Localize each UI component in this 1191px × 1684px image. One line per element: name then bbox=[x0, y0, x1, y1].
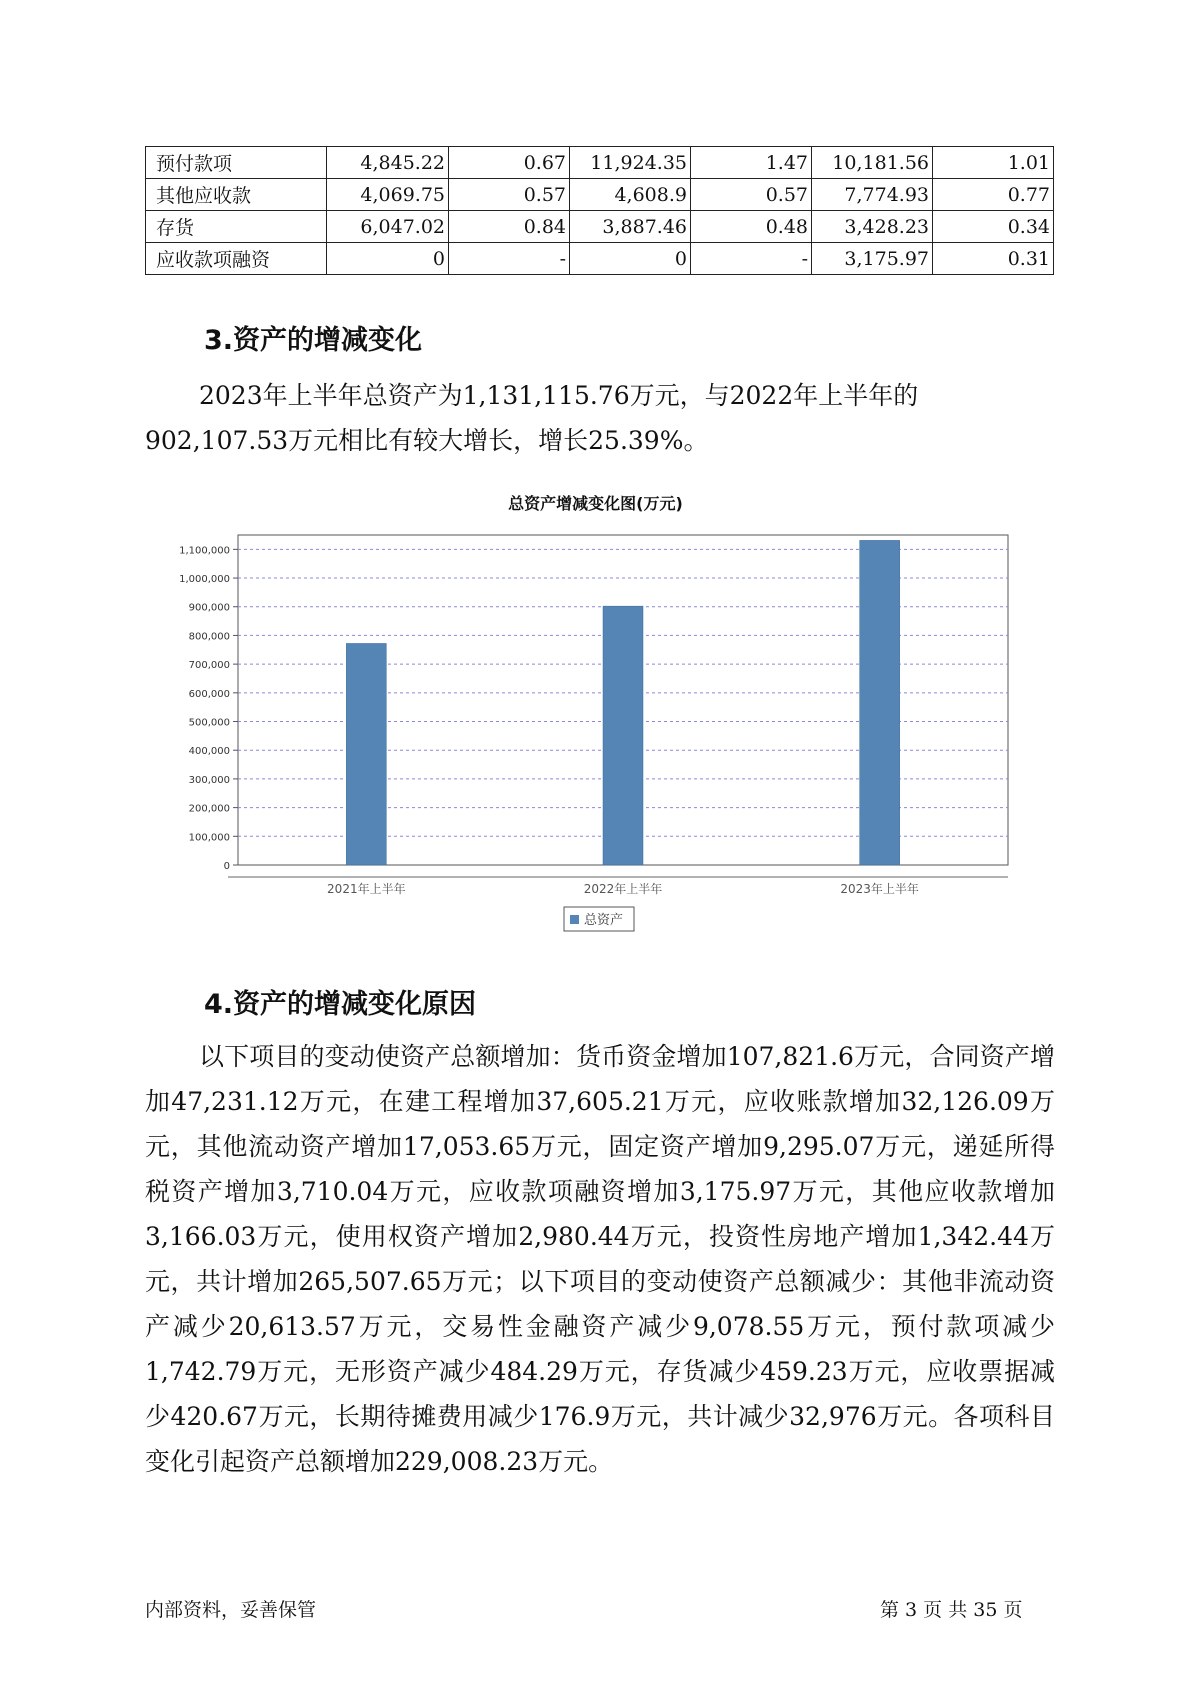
page-number: 第 3 页 共 35 页 bbox=[880, 1599, 1023, 1621]
y-tick-label: 0 bbox=[223, 861, 230, 872]
section-3-paragraph: 2023年上半年总资产为1,131,115.76万元，与2022年上半年的902,107.53万元相比有较大增长，增长25.39%。 bbox=[145, 381, 919, 455]
table-row bbox=[146, 243, 1054, 275]
table-cell: 0 bbox=[327, 243, 449, 275]
section-4-paragraph: 以下项目的变动使资产总额增加：货币资金增加107,821.6万元，合同资产增加47,231.12万元，在建工程增加37,605.21万元，应收账款增加32,126.09万元，其他流动资产增加17,053.65万元，固定资产增加9,295.07万元，递延所得税资产增加3,710.04万元，应收款项融资增加3,175.97万元，其他应收款增加3,166.03万元，使用权资产增加2,980.44万元，投资性房地产增加1,342.44万元，共计增加265,507.65万元；以下项目的变动使资产总额减少：其他非流动资产减少20,613.57万元，交易性金融资产减少9,078.55万元，预付款项减少1,742.79万元，无形资产减少484.29万元，存货减少459.23万元，应收票据减少420.67万元，长期待摊费用减少176.9万元，共计减少32,976万元。各项科目变化引起资产总额增加229,008.23万元。 bbox=[145, 1042, 1055, 1476]
y-tick-label: 600,000 bbox=[188, 688, 230, 700]
table-cell: 0.67 bbox=[449, 147, 570, 179]
table-cell: 4,845.22 bbox=[327, 147, 449, 179]
table-row bbox=[146, 179, 1054, 211]
table-cell: 7,774.93 bbox=[812, 179, 933, 211]
y-tick-label: 500,000 bbox=[188, 717, 230, 729]
bar bbox=[860, 540, 900, 865]
bar bbox=[603, 606, 643, 865]
table-cell: 0.48 bbox=[691, 211, 812, 243]
footer-note: 内部资料，妥善保管 bbox=[145, 1599, 317, 1621]
y-tick-label: 400,000 bbox=[188, 746, 230, 758]
y-tick-label: 1,100,000 bbox=[179, 545, 230, 557]
legend-label: 总资产 bbox=[584, 913, 624, 928]
table-cell: - bbox=[691, 243, 812, 275]
y-tick-label: 700,000 bbox=[188, 660, 230, 672]
table-cell: 0.34 bbox=[933, 211, 1054, 243]
y-tick-label: 100,000 bbox=[188, 832, 230, 844]
chart-title: 总资产增减变化图(万元) bbox=[508, 494, 683, 513]
x-tick-label: 2022年上半年 bbox=[583, 882, 663, 896]
table-cell: 1.01 bbox=[933, 147, 1054, 179]
y-tick-label: 300,000 bbox=[188, 774, 230, 786]
table-cell: 10,181.56 bbox=[812, 147, 933, 179]
y-tick-label: 1,000,000 bbox=[179, 574, 230, 586]
section-heading-3: 3.资产的增减变化 bbox=[204, 325, 423, 356]
table-cell: 0.31 bbox=[933, 243, 1054, 275]
table-cell: 0.84 bbox=[449, 211, 570, 243]
table-cell: 11,924.35 bbox=[570, 147, 691, 179]
table-row bbox=[146, 147, 1054, 179]
x-tick-label: 2023年上半年 bbox=[840, 882, 919, 896]
table-cell: 0 bbox=[570, 243, 691, 275]
table-cell: 4,608.9 bbox=[570, 179, 691, 211]
table-cell-name: 预付款项 bbox=[146, 147, 327, 179]
bar bbox=[346, 643, 386, 865]
table-cell: 3,887.46 bbox=[570, 211, 691, 243]
table-cell: 1.47 bbox=[691, 147, 812, 179]
table-cell: 0.57 bbox=[691, 179, 812, 211]
total-assets-bar-chart bbox=[150, 525, 1030, 945]
table-cell: 3,428.23 bbox=[812, 211, 933, 243]
table-row bbox=[146, 211, 1054, 243]
y-tick-label: 900,000 bbox=[188, 602, 230, 614]
table-cell-name: 应收款项融资 bbox=[146, 243, 327, 275]
table-cell: - bbox=[449, 243, 570, 275]
table-cell: 6,047.02 bbox=[327, 211, 449, 243]
y-tick-label: 800,000 bbox=[188, 631, 230, 643]
table-cell: 0.57 bbox=[449, 179, 570, 211]
table-cell-name: 存货 bbox=[146, 211, 327, 243]
legend-swatch bbox=[570, 915, 579, 924]
table-cell: 0.77 bbox=[933, 179, 1054, 211]
asset-table-body bbox=[146, 147, 1054, 275]
asset-table bbox=[145, 146, 1054, 275]
table-cell-name: 其他应收款 bbox=[146, 179, 327, 211]
table-cell: 4,069.75 bbox=[327, 179, 449, 211]
table-cell: 3,175.97 bbox=[812, 243, 933, 275]
y-tick-label: 200,000 bbox=[188, 803, 230, 815]
x-tick-label: 2021年上半年 bbox=[327, 882, 406, 896]
section-heading-4: 4.资产的增减变化原因 bbox=[204, 989, 477, 1020]
